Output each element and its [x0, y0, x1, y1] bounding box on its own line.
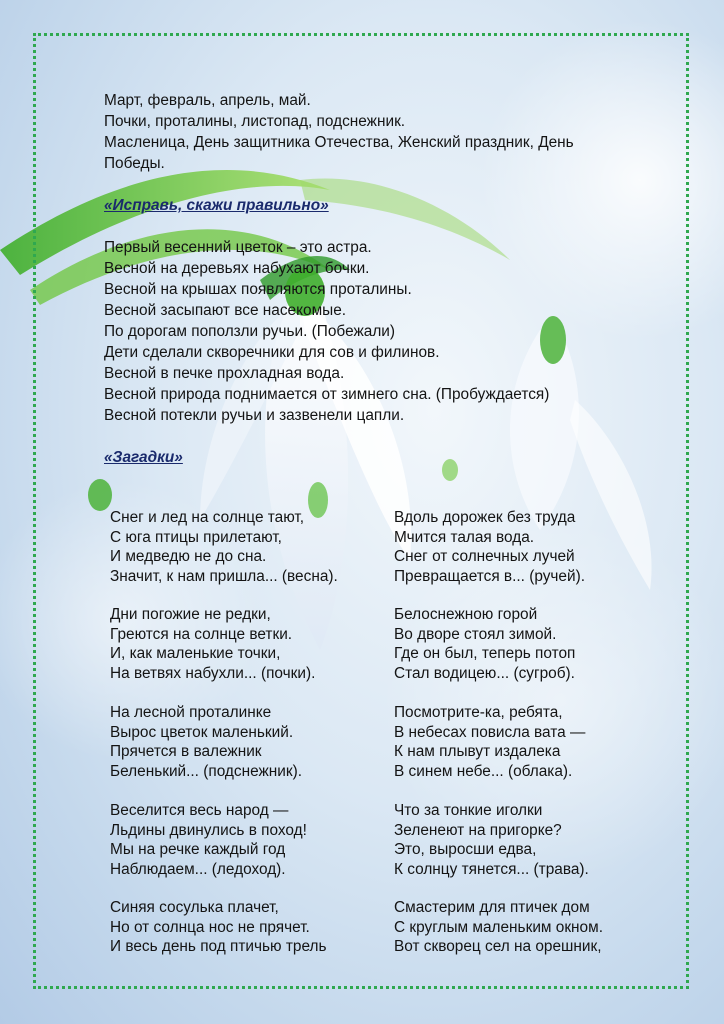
riddle-poem	[394, 898, 603, 957]
riddle-line: Беленький... (подснежник).	[110, 762, 303, 780]
riddle-line: Вот скворец сел на орешник,	[394, 938, 602, 955]
riddle-poem	[394, 801, 589, 879]
intro-line: Март, февраль, апрель, май.	[104, 92, 311, 109]
riddle-line: К нам плывут издалека	[394, 743, 561, 760]
correct-section-heading: «Исправь, скажи правильно»	[104, 197, 329, 214]
riddle-line: Стал водицею... (сугроб).	[394, 664, 575, 682]
riddle-line: Греются на солнце ветки.	[110, 625, 293, 643]
correct-line: По дорогам поползли ручьи. (Побежали)	[104, 323, 396, 340]
correct-line: Весной потекли ручьи и зазвенели цапли.	[104, 407, 405, 424]
riddle-line: Прячется в валежник	[110, 743, 262, 760]
intro-line: Масленица, День защитника Отечества, Женский праздник, День	[104, 134, 574, 151]
riddle-line: Льдины двинулись в поход!	[110, 821, 307, 839]
riddles-heading: «Загадки»	[104, 449, 183, 466]
riddle-line: На ветвях набухли... (почки).	[110, 664, 316, 682]
riddle-poem	[394, 508, 585, 586]
riddle-line: Что за тонкие иголки	[394, 802, 543, 819]
riddle-line: Синяя сосулька плачет,	[110, 899, 279, 916]
correct-line: Весной в печке прохладная вода.	[104, 365, 345, 382]
riddle-line: Зеленеют на пригорке?	[394, 821, 562, 839]
riddle-line: Во дворе стоял зимой.	[394, 625, 557, 643]
riddle-line: Мчится талая вода.	[394, 528, 535, 546]
intro-line: Победы.	[104, 155, 165, 172]
correct-line: Дети сделали скворечники для сов и филинов.	[104, 344, 440, 361]
riddle-line: Наблюдаем... (ледоход).	[110, 860, 286, 878]
riddle-line: В небесах повисла вата —	[394, 723, 586, 741]
riddle-line: Смастерим для птичек дом	[394, 899, 590, 916]
riddle-line: И, как маленькие точки,	[110, 645, 281, 662]
riddle-line: Но от солнца нос не прячет.	[110, 918, 310, 936]
correct-line: Первый весенний цветок – это астра.	[104, 239, 372, 256]
riddle-line: В синем небе... (облака).	[394, 762, 573, 780]
riddle-line: Значит, к нам пришла... (весна).	[110, 567, 338, 585]
riddle-line: Это, выросши едва,	[394, 841, 537, 858]
correct-line: Весной засыпают все насекомые.	[104, 302, 347, 319]
riddle-line: Мы на речке каждый год	[110, 841, 286, 858]
riddle-line: Дни погожие не редки,	[110, 606, 271, 623]
correct-line: Весной на крышах появляются проталины.	[104, 281, 412, 298]
riddle-poem	[110, 898, 327, 957]
riddle-line: На лесной проталинке	[110, 704, 272, 721]
riddle-line: К солнцу тянется... (трава).	[394, 860, 589, 878]
riddle-poem	[110, 801, 307, 879]
intro-line: Почки, проталины, листопад, подснежник.	[104, 113, 406, 130]
riddle-poem	[394, 605, 575, 683]
riddle-line: С юга птицы прилетают,	[110, 528, 282, 546]
riddle-line: И медведю не до сна.	[110, 548, 267, 565]
riddle-line: Белоснежною горой	[394, 606, 538, 623]
riddle-line: Снег и лед на солнце тают,	[110, 509, 305, 526]
riddle-line: Снег от солнечных лучей	[394, 548, 575, 565]
riddle-line: Где он был, теперь потоп	[394, 645, 576, 662]
riddle-poem	[110, 605, 315, 683]
riddle-line: Посмотрите-ка, ребята,	[394, 704, 563, 721]
correct-line: Весной на деревьях набухают бочки.	[104, 260, 370, 277]
riddle-poem	[394, 703, 585, 781]
riddle-line: Вырос цветок маленький.	[110, 723, 294, 741]
riddle-line: Вдоль дорожек без труда	[394, 509, 576, 526]
riddle-line: И весь день под птичью трель	[110, 938, 327, 955]
correct-line: Весной природа поднимается от зимнего сна. (Пробуждается)	[104, 386, 550, 403]
riddle-line: Веселится весь народ —	[110, 802, 289, 819]
riddle-line: Превращается в... (ручей).	[394, 567, 585, 585]
riddle-line: С круглым маленьким окном.	[394, 918, 603, 936]
riddle-poem	[110, 703, 302, 781]
riddle-poem	[110, 508, 338, 586]
